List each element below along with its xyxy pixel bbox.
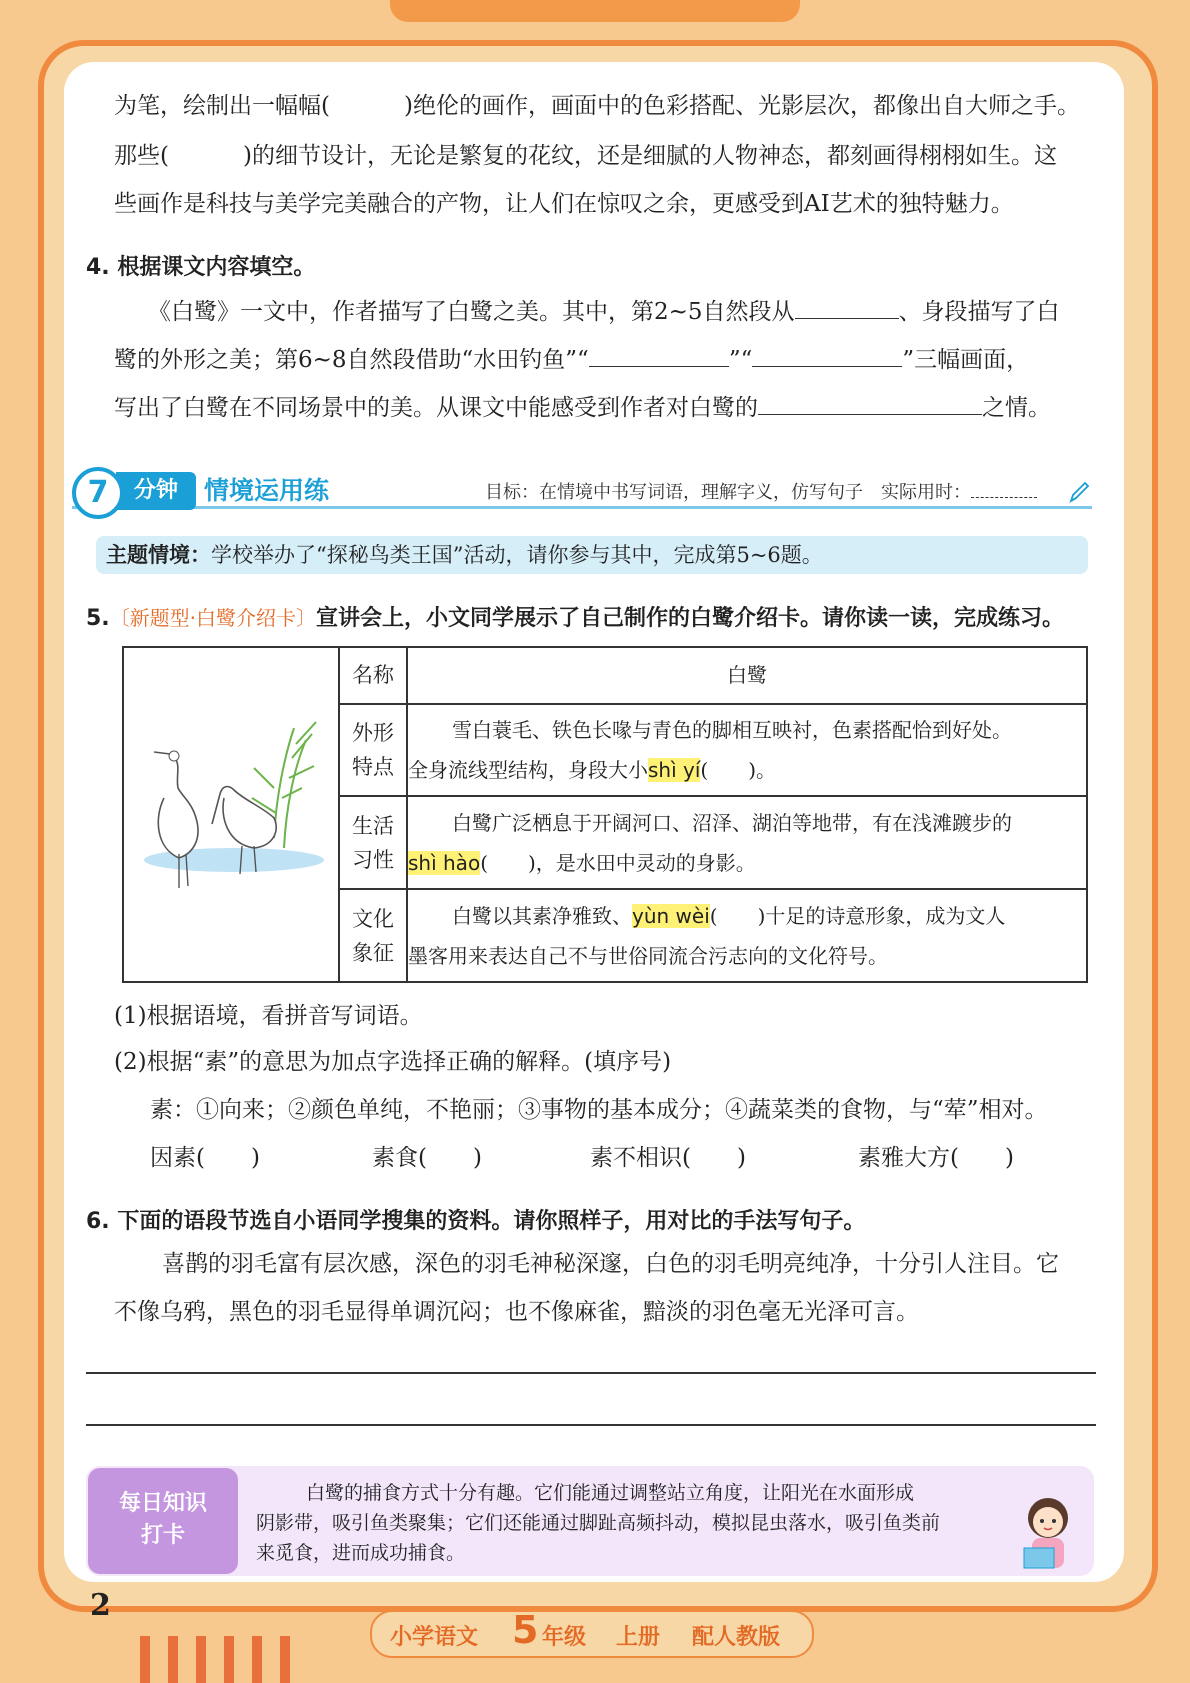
section-number-badge: 7: [72, 467, 124, 519]
name-value: 白鹭: [407, 647, 1087, 704]
theme-banner: 主题情境：学校举办了“探秘鸟类王国”活动，请你参与其中，完成第5~6题。: [96, 536, 1088, 574]
section-goal: 目标：在情境中书写词语，理解字义，仿写句子 实际用时：: [485, 478, 1037, 504]
pinyin-yunwei: yùn wèi: [632, 903, 710, 928]
intro-line-1: 为笔，绘制出一幅幅( )绝伦的画作，画面中的色彩搭配、光影层次，都像出自大师之手。: [114, 93, 1080, 119]
culture-label: 文化 象征: [339, 889, 407, 982]
answer-line-2[interactable]: [86, 1424, 1096, 1426]
reading-girl-icon: [1010, 1490, 1086, 1576]
word-subuxiangshi[interactable]: 素不相识( ): [590, 1145, 746, 1171]
egret-illustration-cell: [123, 647, 339, 982]
question-6-title: 6. 下面的语段节选自小语同学搜集的资料。请你照样子，用对比的手法写句子。: [86, 1209, 866, 1234]
knowledge-line-3: 来觅食，进而成功捕食。: [256, 1542, 466, 1564]
footer-volume: 上册: [616, 1625, 661, 1650]
page-number: 2: [90, 1588, 111, 1623]
daily-knowledge-badge: 每日知识 打卡: [88, 1468, 238, 1574]
appearance-value: 雪白蓑毛、铁色长喙与青色的脚相互映衬，色素搭配恰到好处。 全身流线型结构，身段大小shì yí( )。: [407, 704, 1087, 797]
top-tab-decoration: [390, 0, 800, 22]
q4-blank-4[interactable]: [758, 392, 982, 415]
question-4-title: 4. 根据课文内容填空。: [86, 255, 316, 280]
q5-sub-2: (2)根据“素”的意思为加点字选择正确的解释。(填序号): [114, 1049, 672, 1075]
word-yinsu[interactable]: 因素( ): [150, 1145, 260, 1171]
footer-stripe: [168, 1636, 178, 1683]
knowledge-line-2: 阴影带，吸引鱼类聚集；它们还能通过脚趾高频抖动，模拟昆虫落水，吸引鱼类前: [256, 1512, 941, 1534]
answer-line-1[interactable]: [86, 1372, 1096, 1374]
footer-edition: 配人教版: [692, 1625, 781, 1650]
pinyin-shihao: shì hào: [408, 850, 481, 875]
culture-value: 白鹭以其素净雅致、yùn wèi( )十足的诗意形象，成为文人 墨客用来表达自己不与世俗同流合污志向的文化符号。: [407, 889, 1087, 982]
section-time-pill: 分钟: [116, 472, 196, 510]
intro-line-3: 些画作是科技与美学完美融合的产物，让人们在惊叹之余，更感受到AI艺术的独特魅力。: [114, 191, 1014, 217]
name-label: 名称: [339, 647, 407, 704]
q4-blank-3[interactable]: [752, 344, 902, 367]
footer-subject: 小学语文: [390, 1625, 479, 1650]
footer-grade: 年级: [542, 1625, 587, 1650]
egret-intro-card: [122, 646, 1088, 983]
habit-value: 白鹭广泛栖息于开阔河口、沼泽、湖泊等地带，有在浅滩踱步的 shì hào( )，是水田中灵动的身影。: [407, 796, 1087, 889]
intro-line-2: 那些( )的细节设计，无论是繁复的花纹，还是细腻的人物神态，都刻画得栩栩如生。这: [114, 143, 1057, 169]
q4-line-2: 鹭的外形之美；第6~8自然段借助“水田钓鱼”“ ”“ ”三幅画面，: [114, 344, 1029, 374]
answer-blank-yunwei[interactable]: ( )十足的诗意形象，成为文人: [709, 903, 1006, 928]
time-used-blank[interactable]: [971, 481, 1037, 498]
su-meanings: 素：①向来；②颜色单纯，不艳丽；③事物的基本成分；④蔬菜类的食物，与“荤”相对。: [150, 1097, 1048, 1123]
pinyin-shiyi: shì yí: [648, 757, 701, 782]
egret-illustration: [124, 648, 338, 976]
footer-stripe: [280, 1636, 290, 1683]
answer-blank-shihao[interactable]: ( )，是水田中灵动的身影。: [480, 850, 756, 875]
footer-stripe: [196, 1636, 206, 1683]
q6-line-1: 喜鹊的羽毛富有层次感，深色的羽毛神秘深邃，白色的羽毛明亮纯净，十分引人注目。它: [162, 1251, 1059, 1277]
appearance-label: 外形 特点: [339, 704, 407, 797]
section-title: 情境运用练: [204, 476, 330, 505]
question-5-title: 5.〔新题型·白鹭介绍卡〕宣讲会上，小文同学展示了自己制作的白鹭介绍卡。请你读一读，完成练习。: [86, 606, 1065, 631]
word-suyadafang[interactable]: 素雅大方( ): [858, 1145, 1014, 1171]
answer-blank-shiyi[interactable]: ( )。: [700, 757, 777, 782]
footer-stripe: [252, 1636, 262, 1683]
footer-stripe: [140, 1636, 150, 1683]
q4-line-3: 写出了白鹭在不同场景中的美。从课文中能感受到作者对白鹭的 之情。: [114, 392, 1051, 422]
footer-grade-number: 5: [512, 1608, 539, 1652]
word-sushi[interactable]: 素食( ): [372, 1145, 482, 1171]
q4-line-1: 《白鹭》一文中，作者描写了白鹭之美。其中，第2~5自然段从 、身段描写了白: [148, 296, 1060, 326]
q6-line-2: 不像乌鸦，黑色的羽毛显得单调沉闷；也不像麻雀，黯淡的羽色毫无光泽可言。: [114, 1299, 919, 1325]
knowledge-line-1: 白鹭的捕食方式十分有趣。它们能通过调整站立角度，让阳光在水面形成: [306, 1482, 915, 1504]
q4-blank-1[interactable]: [795, 296, 899, 319]
q5-sub-1: (1)根据语境，看拼音写词语。: [114, 1003, 423, 1029]
habit-label: 生活 习性: [339, 796, 407, 889]
pencil-icon: [1068, 480, 1090, 504]
q4-blank-2[interactable]: [589, 344, 729, 367]
footer-stripe: [224, 1636, 234, 1683]
